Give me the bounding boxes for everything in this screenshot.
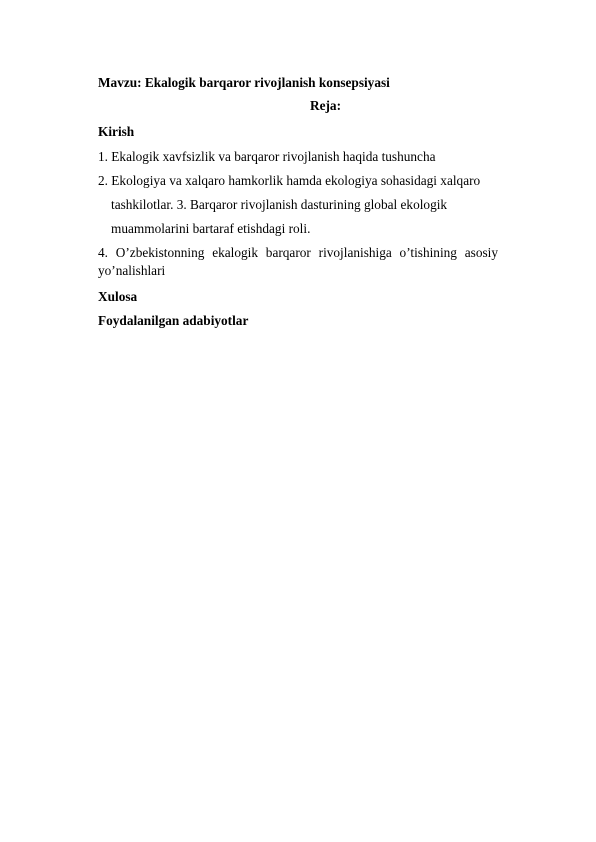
- plan-item-4-line-1: 4. O’zbekistonning ekalogik barqaror rivojlanishiga o’tishining asosiy: [98, 245, 498, 260]
- plan-item-2-line-3: muammolarini bartaraf etishdagi roli.: [111, 221, 311, 236]
- plan-item-2-line-1: 2. Ekologiya va xalqaro hamkorlik hamda ekologiya sohasidagi xalqaro: [98, 173, 481, 188]
- intro-heading: Kirish: [98, 124, 135, 139]
- plan-title: Reja:: [310, 98, 342, 113]
- references-heading: Foydalanilgan adabiyotlar: [98, 313, 249, 328]
- topic-heading: Mavzu: Ekalogik barqaror rivojlanish konsepsiyasi: [98, 75, 390, 90]
- plan-item-4-line-2: yo’nalishlari: [98, 263, 166, 278]
- conclusion-heading: Xulosa: [98, 289, 138, 304]
- plan-item-1: 1. Ekalogik xavfsizlik va barqaror rivojlanish haqida tushuncha: [98, 149, 436, 164]
- plan-item-2-line-2: tashkilotlar. 3. Barqaror rivojlanish dasturining global ekologik: [111, 197, 448, 212]
